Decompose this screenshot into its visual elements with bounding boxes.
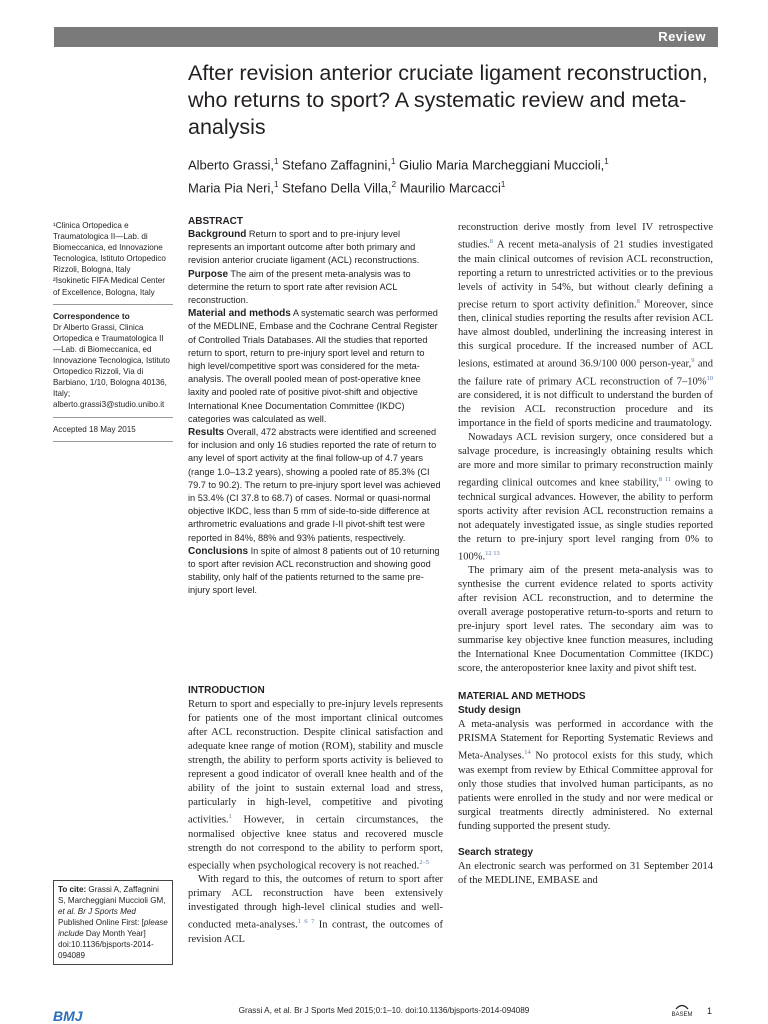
body-paragraph — [458, 221, 713, 431]
author-affil-ref: 2 — [391, 180, 397, 190]
author-affil-ref: 1 — [273, 180, 279, 190]
author-name[interactable]: Giulio Maria Marcheggiani Muccioli, — [395, 157, 605, 173]
author-affil-ref: 1 — [604, 157, 609, 166]
author-affil-ref: 1 — [273, 157, 279, 166]
abstract — [188, 215, 442, 598]
section-spacer — [458, 676, 713, 690]
author-affil-ref: 1 — [500, 180, 506, 190]
cite-placeholder: please include — [58, 918, 168, 938]
body-paragraph — [458, 718, 713, 834]
body-text: are considered, it is not difficult to understand the burden of the revision ACL reconstruction procedure and its importance in the field of sports medicine and traumatology. — [458, 390, 713, 429]
study-design-heading: Study design — [458, 705, 521, 716]
author-line-2 — [188, 175, 708, 198]
abstract-label: Purpose — [188, 268, 229, 280]
body-text: In contrast, the outcomes of revision ACL — [188, 919, 443, 945]
abstract-text: Return to sport and to pre-injury level represents an important outcome after both primary and revision anterior cruciate ligament (ACL) reconstructions. — [188, 229, 420, 266]
body-text: and the failure rate of primary ACL reconstruction of 7–10% — [458, 358, 713, 387]
basem-logo — [664, 1002, 700, 1018]
affiliation-1: ¹Clinica Ortopedica e Traumatologica II—Lab. di Biomeccanica, ed Innovazione Tecnologica, Istituto Ortopedico Rizzoli, Bologna, Italy — [53, 221, 166, 275]
reference-link[interactable]: 12 13 — [485, 549, 500, 557]
reference-link[interactable]: 8 — [489, 238, 494, 245]
author-affil-ref: 1 — [390, 157, 396, 166]
body-text: owing to technical surgical advances. However, the ability to perform sports activity after revision ACL reconstruction remains a not adequately investigated issue, as single studies reported the return to pre-injury sport level ranging from 0% to 100%. — [458, 477, 713, 562]
abstract-heading: ABSTRACT — [188, 216, 243, 227]
author-line-1 — [188, 152, 708, 175]
body-text: Return to sport and especially to pre-injury levels represents for patients one of the most important clinical outcomes after ACL reconstruction. Despite clinical satisfaction and adequate knee range of motion (ROM), stability and muscle strength, the ability to perform sports activity is believed to represent a good indicator of overall knee health and of the ability of the joint to sustain external load and stress, particularly in high-level, competitive and pivoting activities. — [188, 699, 443, 826]
author-name[interactable]: Alberto Grassi, — [188, 157, 274, 173]
abstract-text: A systematic search was performed of the MEDLINE, Embase and the Cochrane Central Register of Controlled Trials Databases. All the studies that reported return to sport, return to pre-injury sport level and return to high level/competitive sport was considered for the meta-analysis. The overall pooled mean of post-operative knee laxity and pooled rate of positive pivot-shift and objective International Knee Documentation Committee (IKDC) categories was calculated as well. — [188, 308, 438, 424]
author-name[interactable]: Maurilio Marcacci — [396, 180, 501, 196]
sidebar-divider — [53, 304, 173, 305]
bmj-logo[interactable]: BMJ — [53, 1008, 83, 1024]
abstract-label: Results — [188, 427, 225, 439]
body-text: reconstruction derive mostly from level IV retrospective studies. — [458, 222, 713, 251]
abstract-purpose — [188, 268, 442, 308]
body-text: Nowadays ACL revision surgery, once considered but a salvage procedure, is increasingly obtaining results which are more and more similar to primary reconstruction mainly regarding clinical outcomes and knee stability, — [458, 432, 713, 489]
introduction-heading: INTRODUCTION — [188, 685, 265, 696]
basem-label: BASEM — [671, 1012, 693, 1018]
abstract-label: Conclusions — [188, 545, 249, 557]
abstract-label: Material and methods — [188, 308, 291, 320]
search-strategy-heading: Search strategy — [458, 846, 534, 858]
basem-emblem-icon — [675, 1002, 689, 1010]
reference-link[interactable]: 1 — [228, 813, 232, 820]
author-name[interactable]: Stefano Zaffagnini, — [278, 157, 391, 173]
article-title: After revision anterior cruciate ligament reconstruction, who returns to sport? A systematic review and meta-analysis — [188, 61, 708, 139]
section-label: Review — [658, 29, 706, 44]
cite-box — [53, 880, 173, 965]
section-spacer — [458, 834, 713, 846]
page-footer — [0, 1000, 768, 1024]
reference-link[interactable]: 14 — [524, 749, 531, 756]
abstract-label: Background — [188, 229, 247, 240]
body-paragraph — [188, 698, 443, 873]
page-number: 1 — [707, 1006, 713, 1016]
reference-link[interactable]: 8 — [636, 297, 640, 305]
section-banner — [54, 27, 718, 47]
reference-link[interactable]: 8 11 — [658, 476, 672, 483]
author-name[interactable]: Maria Pia Neri, — [188, 180, 274, 196]
author-name[interactable]: Stefano Della Villa, — [278, 180, 392, 196]
cite-part: Day Month Year] doi:10.1136/bjsports-2014-094089 — [58, 929, 154, 960]
body-paragraph — [458, 431, 713, 564]
cite-label: To cite: — [58, 885, 87, 894]
abstract-conclusions — [188, 545, 442, 598]
sidebar-divider — [53, 417, 173, 418]
methods-heading: MATERIAL AND METHODS — [458, 691, 586, 702]
sidebar-divider — [53, 441, 173, 442]
body-paragraph — [188, 873, 443, 947]
right-column — [458, 221, 713, 888]
abstract-results — [188, 426, 442, 545]
body-text: However, in certain circumstances, the normalised objective knee status and recovered muscle strength do not correspond to the ability to perform sport, especially when psychological recovery is not reached. — [188, 814, 443, 871]
introduction-column — [188, 684, 443, 947]
sidebar-metadata — [53, 220, 173, 448]
cite-part: Published Online First: [ — [58, 918, 144, 927]
accepted-date: Accepted 18 May 2015 — [53, 424, 136, 434]
reference-link[interactable]: 10 — [706, 374, 713, 382]
correspondence-text[interactable]: Dr Alberto Grassi, Clinica Ortopedica e Traumatologica II —Lab. di Biomeccanica, ed Innovazione Tecnologica, Istituto Ortopedico Rizzoli, Via di Barbiano, 1/10, Bologna 40136, Italy; alberto.grassi3@studio.unibo.it — [53, 322, 170, 410]
body-text: A recent meta-analysis of 21 studies investigated the main clinical outcomes of revision ACL reconstruction, reporting a return to unrestricted activities or to the previous levels of activity in 54%, but without clearly defining a precise return to sport activity definition. — [458, 239, 713, 310]
footer-citation: Grassi A, et al. Br J Sports Med 2015;0:1–10. doi:10.1136/bjsports-2014-094089 — [238, 1006, 530, 1015]
body-text: No protocol exists for this study, which was exempt from review by Ethical Committee approval for only those studies that involved human participants, as no patients were enrolled in the study and nor were medical or surgical treatments directly administered. No external funding supported the present study. — [458, 750, 713, 832]
abstract-background — [188, 228, 442, 268]
correspondence-heading: Correspondence to — [53, 310, 130, 321]
body-paragraph: An electronic search was performed on 31 September 2014 of the MEDLINE, EMBASE and — [458, 860, 713, 886]
cite-part: Grassi A, Zaffagnini S, Marcheggiani Muccioli GM, — [58, 885, 166, 905]
reference-link[interactable]: 1 6 7 — [297, 918, 315, 925]
body-text: With regard to this, the outcomes of return to sport after primary ACL reconstruction have been extensively investigated through high-level clinical studies and well-conducted meta-analyses. — [188, 874, 443, 931]
author-list — [188, 152, 708, 199]
reference-link[interactable]: 9 — [691, 357, 695, 364]
reference-link[interactable]: 2–5 — [419, 858, 429, 866]
body-text: A meta-analysis was performed in accordance with the PRISMA Statement for Reporting Systematic Reviews and Meta-Analyses. — [458, 719, 713, 762]
cite-journal: et al. Br J Sports Med — [58, 907, 136, 916]
body-text: Moreover, since then, clinical studies reporting the results after revision ACL have almost doubled, underlining the increasing interest in this surgical procedure. If the increased number of ACL lesions, estimated at around 36.9/100 000 person-year, — [458, 299, 713, 370]
abstract-text: Overall, 472 abstracts were identified and screened for inclusion and only 16 studies reported the rate of return to any level of sport activity at the final follow-up of 4.7 years (range 1.0–13.2 years), showing a pooled rate of 85.3% (CI 79.7 to 90.2). The return to pre-injury sport level was achieved in 53.4% (CI 37.8 to 68.7) of cases. Normal or quasi-normal objective IKDC, less than 5 mm of side-to-side difference at arthrometric evaluations and grade I-II pivot-shift test were reported in 84%, 88% and 93% patients, respectively. — [188, 427, 441, 543]
affiliation-2: ²Isokinetic FIFA Medical Center of Excellence, Bologna, Italy — [53, 276, 166, 297]
abstract-text: The aim of the present meta-analysis was to determine the return to sport rate after revision ACL reconstruction. — [188, 268, 411, 306]
cite-text — [58, 884, 168, 961]
abstract-text: In spite of almost 8 patients out of 10 returning to sport after revision ACL reconstruction and showing good stability, only half of the patients returned to the same pre-injury sport level. — [188, 545, 440, 596]
abstract-methods — [188, 307, 442, 426]
body-paragraph: The primary aim of the present meta-analysis was to synthesise the current evidence related to sports activity after revision ACL reconstruction, and to determine the overall average postoperative return-to-sports and return to pre-injury sport level rates. The secondary aim was to summarise key objective knee function measures, including the International Knee Documentation Committee (IKDC) score, the anteroposterior knee laxity and pivot shift test. — [458, 565, 713, 674]
